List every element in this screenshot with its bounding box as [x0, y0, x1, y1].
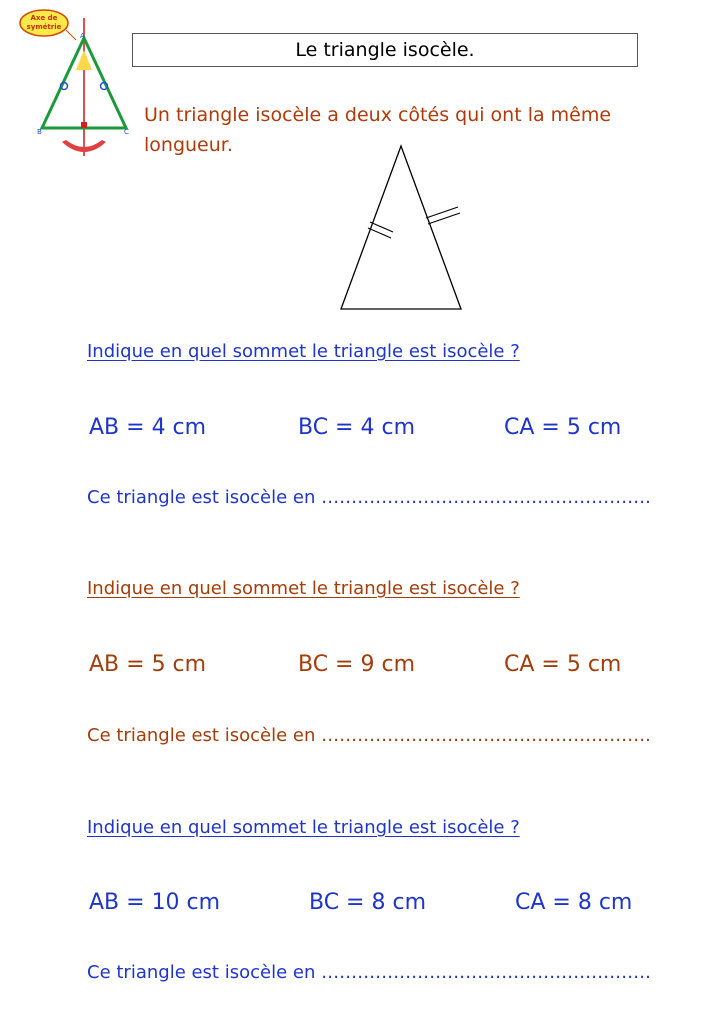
- ab-length: AB = 10 cm: [89, 890, 221, 915]
- ca-length: CA = 8 cm: [515, 890, 633, 915]
- exercise-1-answer-line: Ce triangle est isocèle en ……………………………………………….: [87, 487, 651, 508]
- ca-length: CA = 5 cm: [504, 652, 622, 677]
- ca-length: CA = 5 cm: [504, 415, 622, 440]
- svg-text:Axe de: Axe de: [30, 14, 58, 22]
- bc-length: BC = 9 cm: [298, 652, 416, 677]
- svg-text:B: B: [37, 128, 42, 136]
- bc-length: BC = 8 cm: [309, 890, 427, 915]
- page-title: Le triangle isocèle.: [132, 33, 638, 67]
- symmetry-axis-logo: [18, 8, 138, 168]
- ab-length: AB = 5 cm: [89, 652, 207, 677]
- definition-text: Un triangle isocèle a deux côtés qui ont la même longueur.: [144, 104, 612, 156]
- isosceles-triangle-figure: [330, 140, 470, 320]
- exercise-3-answer-line: Ce triangle est isocèle en ……………………………………………….: [87, 962, 651, 983]
- svg-text:symétrie: symétrie: [26, 23, 62, 31]
- svg-text:A: A: [80, 32, 85, 40]
- exercise-2-question: Indique en quel sommet le triangle est isocèle ?: [87, 578, 520, 599]
- exercise-2-answer-line: Ce triangle est isocèle en ……………………………………………….: [87, 725, 651, 746]
- exercise-1-question: Indique en quel sommet le triangle est isocèle ?: [87, 341, 520, 362]
- ab-length: AB = 4 cm: [89, 415, 207, 440]
- bc-length: BC = 4 cm: [298, 415, 416, 440]
- exercise-3-question: Indique en quel sommet le triangle est isocèle ?: [87, 817, 520, 838]
- svg-text:C: C: [124, 128, 129, 136]
